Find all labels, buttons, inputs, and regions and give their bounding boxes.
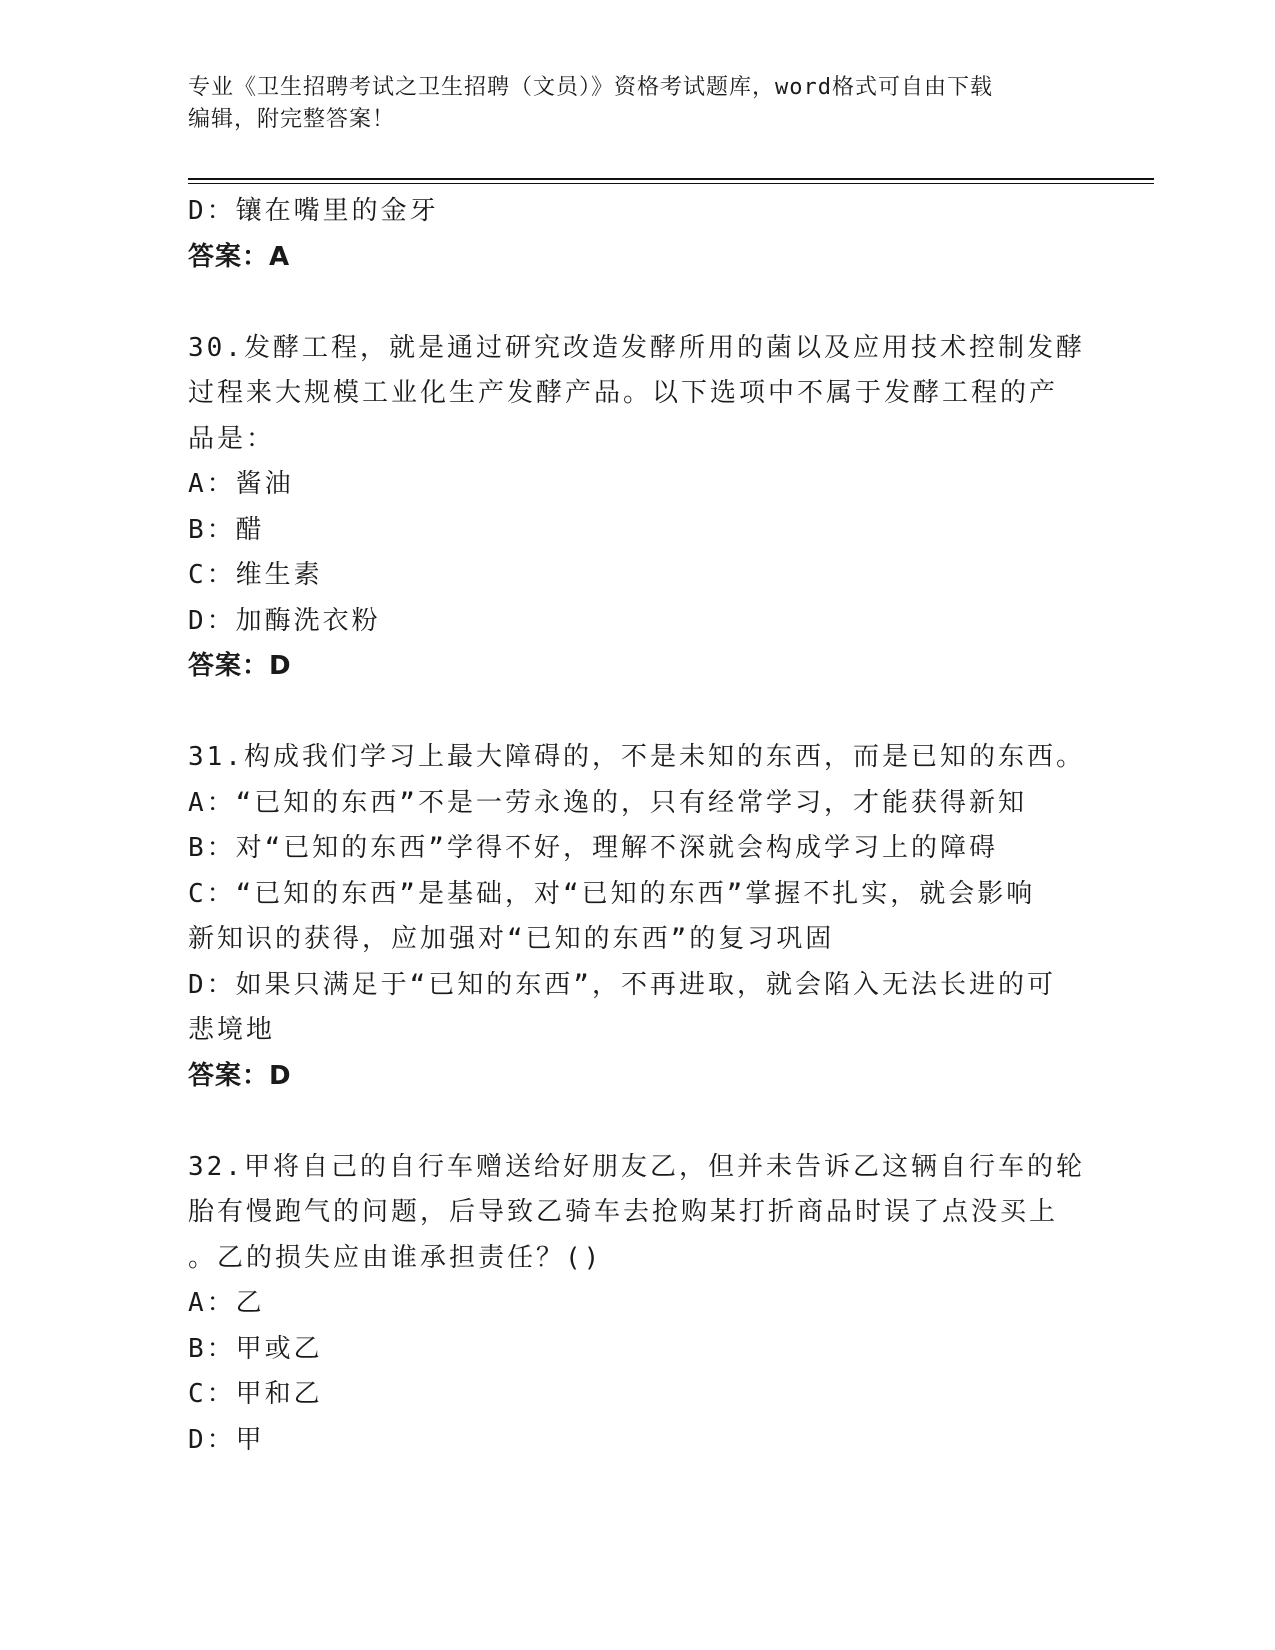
answer-line: 答案：D xyxy=(188,1060,292,1091)
question-stem-line: 。乙的损失应由谁承担责任？() xyxy=(188,1242,603,1273)
option-b: B：醋 xyxy=(188,514,265,545)
option-c-continued: 新知识的获得，应加强对“已知的东西”的复习巩固 xyxy=(188,924,835,954)
question-stem-line: 30.发酵工程，就是通过研究改造发酵所用的菌以及应用技术控制发酵 xyxy=(188,332,1085,363)
option-b: B：甲或乙 xyxy=(188,1333,323,1364)
spacer xyxy=(188,690,1088,736)
prev-question-tail xyxy=(188,189,1088,280)
spacer xyxy=(188,280,1088,326)
page-header xyxy=(188,72,1088,136)
question-stem-line: 胎有慢跑气的问题，后导致乙骑车去抢购某打折商品时误了点没买上 xyxy=(188,1197,1059,1227)
question-stem-line: 品是： xyxy=(188,423,276,454)
question-30 xyxy=(188,326,1088,690)
header-text-line-1: 专业《卫生招聘考试之卫生招聘（文员）》资格考试题库，word格式可自由下载 xyxy=(188,75,993,100)
option-c: C：维生素 xyxy=(188,560,323,590)
answer-line: 答案：D xyxy=(188,651,292,681)
option-a: A：“已知的东西”不是一劳永逸的，只有经常学习，才能获得新知 xyxy=(188,787,1027,818)
option-c: C：甲和乙 xyxy=(188,1379,323,1409)
document-body xyxy=(188,189,1088,1463)
option-d-continued: 悲境地 xyxy=(188,1015,276,1045)
option-b: B：对“已知的东西”学得不好，理解不深就会构成学习上的障碍 xyxy=(188,833,998,863)
option-a: A：酱油 xyxy=(188,469,294,499)
option-d: D：如果只满足于“已知的东西”，不再进取，就会陷入无法长进的可 xyxy=(188,969,1056,1000)
option-d: D：加酶洗衣粉 xyxy=(188,605,381,636)
header-text-line-2: 编辑，附完整答案！ xyxy=(188,107,396,132)
question-31 xyxy=(188,735,1088,1099)
question-stem-line: 32.甲将自己的自行车赠送给好朋友乙，但并未告诉乙这辆自行车的轮 xyxy=(188,1151,1085,1182)
question-32 xyxy=(188,1145,1088,1464)
option-c: C：“已知的东西”是基础，对“已知的东西”掌握不扎实，就会影响 xyxy=(188,878,1036,909)
question-stem-line: 31.构成我们学习上最大障碍的，不是未知的东西，而是已知的东西。 xyxy=(188,742,1085,772)
option-a: A：乙 xyxy=(188,1288,265,1318)
header-divider-thick xyxy=(188,178,1154,180)
option-d: D：镶在嘴里的金牙 xyxy=(188,196,439,226)
answer-line: 答案：A xyxy=(188,241,291,272)
header-divider-thin xyxy=(188,183,1154,184)
spacer xyxy=(188,1099,1088,1145)
question-stem-line: 过程来大规模工业化生产发酵产品。以下选项中不属于发酵工程的产 xyxy=(188,378,1059,408)
option-d: D：甲 xyxy=(188,1424,265,1455)
